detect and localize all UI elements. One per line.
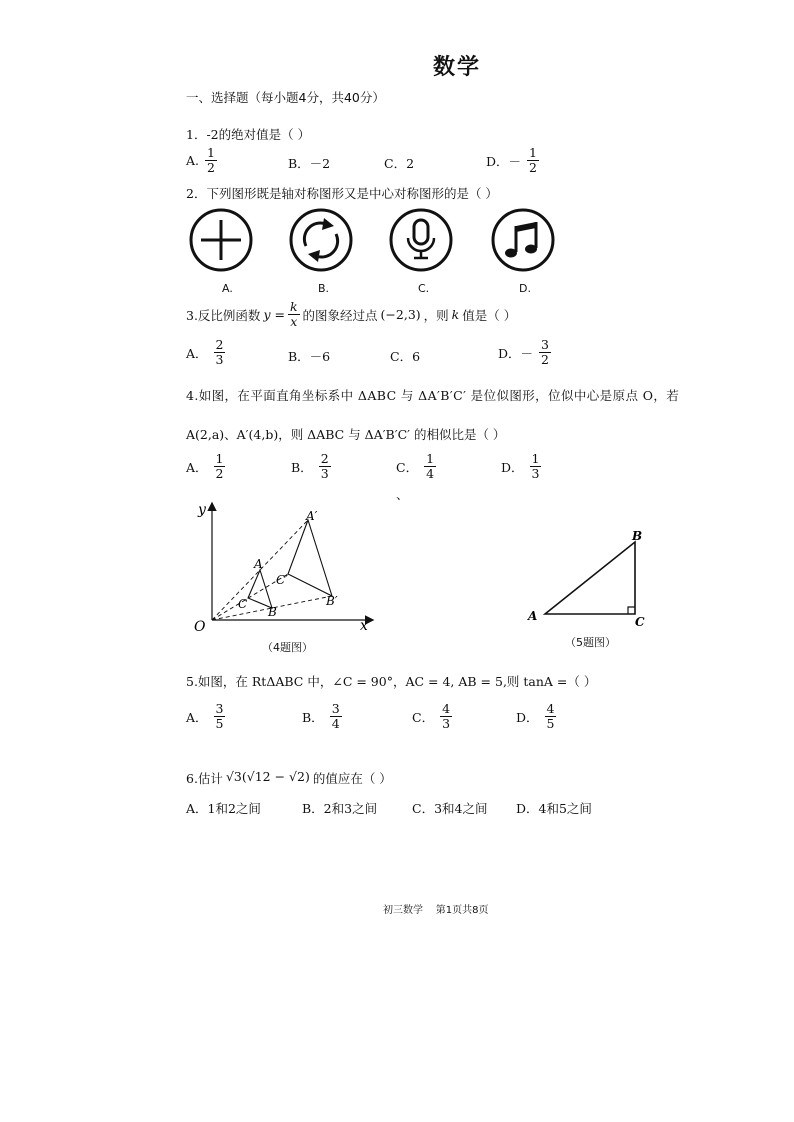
fraction: $\frac{2}{3}$ bbox=[215, 337, 224, 367]
label-a-prime: A′ bbox=[306, 509, 318, 523]
figure-4-coordinate-plot bbox=[188, 498, 388, 638]
fraction: $\frac{k}{x}$ bbox=[289, 299, 298, 329]
figure-5-caption: （5题图） bbox=[565, 636, 616, 649]
question-3-options bbox=[186, 338, 586, 372]
option-b[interactable]: B．－6 bbox=[288, 349, 331, 364]
option-a[interactable]: A． $\frac{3}{5}$ bbox=[186, 701, 224, 731]
option-b[interactable]: B．2和3之间 bbox=[302, 801, 378, 816]
question-3-stem: 3.反比例函数 y = $\frac{k}{x}$ 的图象经过点 (−2,3) ，则 k 值是（ ） bbox=[186, 299, 517, 329]
fraction: $\frac{1}{4}$ bbox=[426, 451, 435, 481]
option-a[interactable]: A． $\frac{1}{2}$ bbox=[186, 451, 224, 481]
option-c[interactable]: C．3和4之间 bbox=[412, 801, 488, 816]
question-4-options bbox=[186, 452, 586, 486]
fraction: $\frac{2}{3}$ bbox=[320, 451, 329, 481]
figure-4-caption: （4题图） bbox=[262, 641, 313, 654]
label-c: C bbox=[635, 615, 645, 629]
triangle-apbpcp bbox=[288, 520, 332, 596]
label-y: y bbox=[198, 502, 206, 518]
triangle-abc bbox=[248, 570, 272, 608]
option-a-label: A. bbox=[222, 282, 233, 295]
option-c[interactable]: C．2 bbox=[384, 156, 415, 171]
section-heading: 一、选择题（每小题4分，共40分） bbox=[186, 90, 385, 105]
plus-icon[interactable] bbox=[191, 210, 251, 270]
microphone-icon[interactable] bbox=[391, 210, 451, 270]
question-5-stem: 5.如图，在 RtΔABC 中，∠C = 90°，AC = 4, AB = 5,则 tanA =（ ） bbox=[186, 674, 597, 689]
option-b-label: B. bbox=[318, 282, 330, 295]
fraction: $\frac{4}{5}$ bbox=[546, 701, 555, 731]
fraction: $\frac{1}{2}$ bbox=[215, 451, 224, 481]
label-b-prime: B′ bbox=[326, 594, 338, 608]
option-d[interactable]: D．4和5之间 bbox=[516, 801, 592, 816]
page-title: 数学 bbox=[432, 55, 481, 80]
option-d[interactable]: D． $\frac{1}{3}$ bbox=[501, 451, 540, 481]
option-b[interactable]: B． $\frac{3}{4}$ bbox=[302, 701, 340, 731]
label-a: A bbox=[528, 609, 538, 623]
option-a[interactable]: A． $\frac{2}{3}$ bbox=[186, 337, 224, 367]
fraction: $\frac{3}{4}$ bbox=[331, 701, 340, 731]
stray-mark: 、 bbox=[396, 487, 409, 502]
fraction: $\frac{3}{5}$ bbox=[215, 701, 224, 731]
question-1-stem: 1．-2的绝对值是（ ） bbox=[186, 127, 311, 142]
question-6-options bbox=[186, 799, 606, 819]
option-d[interactable]: D． $\frac{4}{5}$ bbox=[516, 701, 555, 731]
option-d-label: D. bbox=[519, 282, 531, 295]
fraction: $\frac{4}{3}$ bbox=[442, 701, 451, 731]
right-angle-mark bbox=[628, 607, 635, 614]
music-note-icon[interactable] bbox=[493, 210, 553, 270]
question-2-stem: 2．下列图形既是轴对称图形又是中心对称图形的是（ ） bbox=[186, 186, 498, 201]
label-b: B bbox=[632, 529, 643, 543]
label-b: B bbox=[268, 605, 277, 619]
option-d[interactable]: D．－ $\frac{3}{2}$ bbox=[498, 337, 549, 367]
question-1-options bbox=[186, 146, 586, 180]
option-c[interactable]: C． $\frac{4}{3}$ bbox=[412, 701, 451, 731]
question-5-options bbox=[186, 702, 586, 736]
radical-expression: √3(√12 − √2) bbox=[225, 769, 310, 784]
question-6-stem: 6.估计 √3(√12 − √2) 的值应在（ ） bbox=[186, 769, 392, 786]
option-b[interactable]: B． $\frac{2}{3}$ bbox=[291, 451, 329, 481]
triangle bbox=[545, 542, 635, 614]
fraction: $\frac{3}{2}$ bbox=[541, 337, 549, 367]
rotate-arrows-icon[interactable] bbox=[291, 210, 351, 270]
option-c[interactable]: C． $\frac{1}{4}$ bbox=[396, 451, 435, 481]
question-4-line-2: A(2,a)、A′(4,b)，则 ΔABC 与 ΔA′B′C′ 的相似比是（ ） bbox=[186, 427, 506, 442]
option-b[interactable]: B．－2 bbox=[288, 156, 331, 171]
label-c-prime: C′ bbox=[276, 573, 288, 587]
question-4-line-1: 4.如图，在平面直角坐标系中 ΔABC 与 ΔA′B′C′ 是位似图形，位似中心是原点 O，若 bbox=[186, 388, 680, 403]
option-c[interactable]: C．6 bbox=[390, 349, 421, 364]
page-footer: 初三数学 第1页共8页 bbox=[383, 905, 489, 916]
option-c-label: C. bbox=[418, 282, 430, 295]
label-o: O bbox=[194, 619, 206, 635]
question-2-figures bbox=[186, 206, 566, 276]
label-c: C bbox=[238, 597, 248, 611]
option-a[interactable]: A．1和2之间 bbox=[186, 801, 261, 816]
label-x: x bbox=[360, 618, 368, 634]
fraction: $\frac{1}{2}$ bbox=[529, 145, 537, 175]
option-d[interactable]: D．－ $\frac{1}{2}$ bbox=[486, 145, 537, 175]
label-a: A bbox=[254, 557, 263, 571]
figure-5-right-triangle bbox=[525, 526, 655, 630]
fraction: $\frac{1}{2}$ bbox=[207, 145, 215, 175]
fraction: $\frac{1}{3}$ bbox=[531, 451, 540, 481]
option-a[interactable]: A. $\frac{1}{2}$ bbox=[186, 145, 215, 175]
